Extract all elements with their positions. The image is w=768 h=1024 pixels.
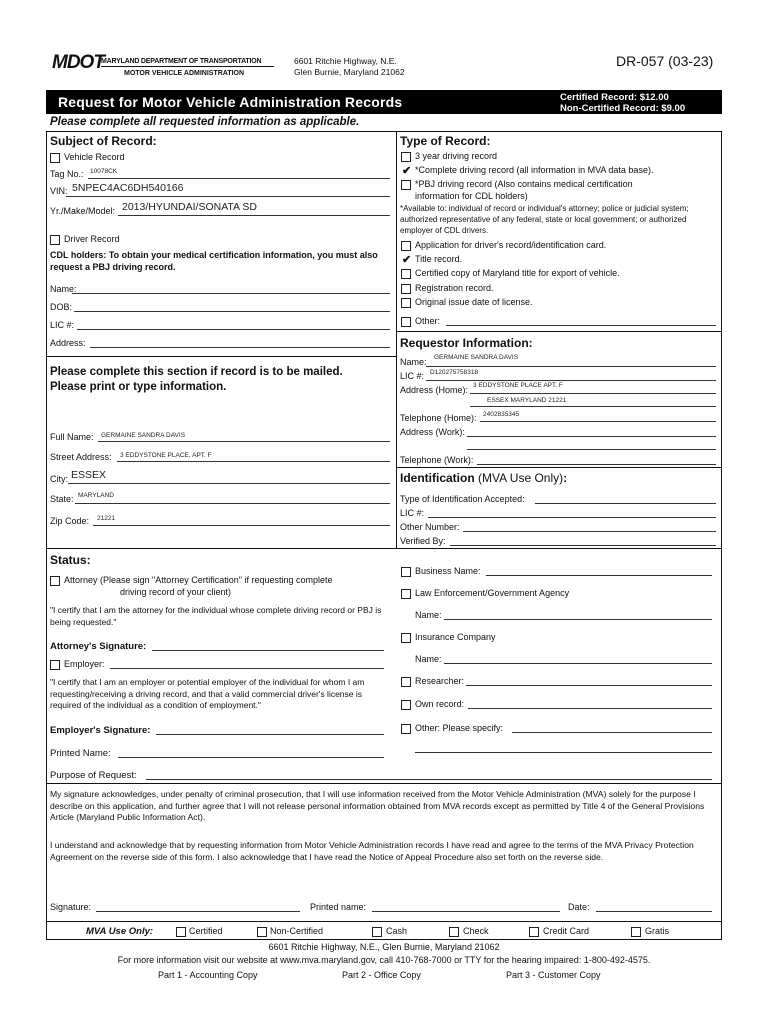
mva-certified-checkbox[interactable] (176, 927, 186, 937)
mva-noncertified-checkbox[interactable] (257, 927, 267, 937)
footer-part-2: Part 2 - Office Copy (342, 970, 421, 980)
city-label: City: (50, 474, 68, 484)
id-verified-line (450, 545, 716, 546)
signature-label: Signature: (50, 902, 92, 912)
req-addr-work-label: Address (Work): (400, 427, 465, 437)
id-verified-label: Verified By: (400, 536, 446, 546)
street-label: Street Address: (50, 452, 112, 462)
driver-record-checkbox[interactable] (50, 235, 60, 245)
ins-name-label: Name: (415, 654, 442, 664)
type-other-checkbox[interactable] (401, 317, 411, 327)
dob-line (74, 311, 390, 312)
attorney-label-2: driving record of your client) (120, 587, 232, 597)
state-value[interactable]: MARYLAND (78, 492, 115, 499)
insurance-checkbox[interactable] (401, 633, 411, 643)
employer-signature-line (156, 734, 384, 735)
req-addr-work-line-2 (467, 449, 716, 450)
type-other-label: Other: (415, 316, 441, 326)
employer-line (110, 668, 384, 669)
ack-printed-name-label: Printed name: (310, 902, 367, 912)
id-other-label: Other Number: (400, 522, 460, 532)
employer-signature-label: Employer's Signature: (50, 725, 151, 736)
driver-record-label: Driver Record (64, 234, 120, 244)
other-status-label: Other: Please specify: (415, 723, 504, 733)
mva-certified-label: Certified (189, 926, 223, 936)
date-label: Date: (568, 902, 590, 912)
grid-right-split2 (396, 467, 721, 468)
yr-label: Yr./Make/Model: (50, 206, 116, 216)
grid-ack-top (46, 783, 722, 784)
address-line (90, 347, 390, 348)
law-name-label: Name: (415, 610, 442, 620)
mva-use-label: MVA Use Only: (86, 926, 154, 937)
grid-mid (396, 131, 397, 548)
type-pbj-label-2: information for CDL holders) (415, 191, 528, 201)
type-issue-date-label: Original issue date of license. (415, 297, 533, 307)
zip-label: Zip Code: (50, 516, 90, 526)
other-status-line (512, 732, 712, 733)
purpose-label: Purpose of Request: (50, 770, 137, 781)
own-record-label: Own record: (415, 699, 465, 709)
footer-part-3: Part 3 - Customer Copy (506, 970, 601, 980)
vehicle-record-label: Vehicle Record (64, 152, 125, 162)
lic-label: LIC #: (50, 320, 75, 330)
mva-cash-checkbox[interactable] (372, 927, 382, 937)
employer-checkbox[interactable] (50, 660, 60, 670)
city-line (68, 483, 390, 484)
type-pbj-label: *PBJ driving record (Also contains medical certification (415, 179, 633, 189)
type-other-line (446, 325, 716, 326)
grid-mva-top (46, 921, 722, 922)
street-line (117, 461, 390, 462)
grid-left-low (46, 783, 47, 939)
researcher-checkbox[interactable] (401, 677, 411, 687)
grid-right-low (721, 783, 722, 939)
type-title-check[interactable]: ✔ (402, 254, 412, 266)
type-issue-date-checkbox[interactable] (401, 298, 411, 308)
ack-paragraph-1: My signature acknowledges, under penalty of criminal prosecution, that I will use information received from the Motor Vehicle Administration (MVA) solely for the purpose I describe on this application, and further agree that I will not release personal information obtained from MVA records except as permitted by Title 4 of the General Provisions Article (Maryland Public Information Act). (50, 789, 705, 822)
other-status-checkbox[interactable] (401, 724, 411, 734)
req-tel-work-label: Telephone (Work): (400, 455, 474, 465)
type-title-label: Title record. (415, 254, 463, 264)
req-tel-work-line (477, 464, 716, 465)
footer-contact: For more information visit our website at www.mva.maryland.gov, call 410-768-7000 or TTY for the hearing impaired: 1-800-492-4575. (117, 955, 651, 965)
id-lic-line (428, 517, 716, 518)
dob-label: DOB: (50, 302, 73, 312)
type-registration-label: Registration record. (415, 283, 494, 293)
fee-certified: Certified Record: $12.00 (560, 92, 669, 103)
attorney-label: Attorney (Please sign "Attorney Certification" if requesting complete (64, 575, 333, 585)
req-lic-label: LIC #: (400, 371, 425, 381)
req-lic-value[interactable]: D120275758318 (430, 369, 479, 376)
id-lic-label: LIC #: (400, 508, 425, 518)
instruction: Please complete all requested information as applicable. (50, 116, 360, 128)
req-addr-work-line (467, 436, 716, 437)
form-title: Request for Motor Vehicle Administration Records (58, 94, 403, 110)
signature-line (96, 911, 300, 912)
mva-credit-card-label: Credit Card (543, 926, 590, 936)
mail-heading: Please complete this section if record is to be mailed. (50, 366, 343, 378)
mva-gratis-label: Gratis (645, 926, 670, 936)
researcher-label: Researcher: (415, 676, 465, 686)
ack-paragraph-2: I understand and acknowledge that by requesting information from Motor Vehicle Administration records I have read and agree to the terms of the MVA Privacy Protection Agreement on the reverse side of this form. I also acknowledge that I have read the Notice of Appeal Procedure also set forth on the reverse side. (50, 840, 694, 862)
type-complete-check[interactable]: ✔ (402, 165, 412, 177)
footer-part-1: Part 1 - Accounting Copy (158, 970, 258, 980)
req-addr-home-value-2[interactable]: ESSEX MARYLAND 21221 (487, 397, 567, 404)
requestor-heading: Requestor Information: (400, 336, 533, 350)
cdl-note: CDL holders: To obtain your medical certification information, you must also request a PBJ driving record. (50, 250, 378, 272)
yr-line (118, 215, 390, 216)
ack-printed-name-line (372, 911, 560, 912)
type-export-checkbox[interactable] (401, 269, 411, 279)
law-checkbox[interactable] (401, 589, 411, 599)
grid-right-split1 (396, 331, 721, 332)
req-tel-home-label: Telephone (Home): (400, 413, 477, 423)
full-name-value[interactable]: GERMAINE SANDRA DAVIS (101, 432, 186, 439)
business-checkbox[interactable] (401, 567, 411, 577)
agency-sub: MOTOR VEHICLE ADMINISTRATION (124, 70, 245, 77)
type-export-label: Certified copy of Maryland title for export of vehicle. (415, 268, 620, 278)
purpose-line (146, 779, 712, 780)
mva-check-checkbox[interactable] (449, 927, 459, 937)
id-type-line (535, 503, 716, 504)
req-name-line (426, 366, 716, 367)
grid-status-top (46, 548, 722, 549)
business-line (486, 575, 712, 576)
attorney-signature-label: Attorney's Signature: (50, 641, 147, 652)
full-name-line (98, 441, 390, 442)
attorney-signature-line (152, 650, 384, 651)
type-application-label: Application for driver's record/identification card. (415, 240, 607, 250)
researcher-line (466, 685, 712, 686)
printed-name-label: Printed Name: (50, 748, 111, 759)
identification-heading: Identification (MVA Use Only): (400, 471, 568, 485)
mdot-logo: MDOT (52, 52, 104, 73)
vehicle-record-checkbox[interactable] (50, 153, 60, 163)
insurance-label: Insurance Company (415, 632, 496, 642)
name-line (72, 293, 390, 294)
law-label: Law Enforcement/Government Agency (415, 588, 570, 598)
req-addr-home-value[interactable]: 3 EDDYSTONE PLACE APT. F (473, 382, 563, 389)
law-name-line (444, 619, 712, 620)
vin-label: VIN: (50, 186, 68, 196)
mva-noncertified-label: Non-Certified (270, 926, 324, 936)
req-tel-home-value[interactable]: 2402835345 (483, 411, 520, 418)
id-other-line (463, 531, 716, 532)
tag-label: Tag No.: (50, 169, 84, 179)
name-label: Name: (50, 284, 77, 294)
header-address-1: 6601 Ritchie Highway, N.E. (294, 56, 397, 66)
city-value[interactable]: ESSEX (71, 469, 107, 481)
header-address-2: Glen Burnie, Maryland 21062 (294, 67, 405, 77)
attorney-certification: "I certify that I am the attorney for the individual whose complete driving record or PBJ is being requested." (50, 605, 382, 627)
mva-credit-card-checkbox[interactable] (529, 927, 539, 937)
type-application-checkbox[interactable] (401, 241, 411, 251)
ins-name-line (444, 663, 712, 664)
type-3yr-label: 3 year driving record (415, 151, 498, 161)
req-name-value[interactable]: GERMAINE SANDRA DAVIS (434, 354, 519, 361)
grid-left-split (46, 356, 396, 357)
req-addr-home-label: Address (Home): (400, 385, 469, 395)
type-complete-label: *Complete driving record (all information in MVA data base). (415, 165, 654, 175)
mail-heading-2: Please print or type information. (50, 381, 227, 393)
business-label: Business Name: (415, 566, 481, 576)
date-line (596, 911, 712, 912)
status-heading: Status: (50, 553, 91, 567)
mva-cash-label: Cash (386, 926, 408, 936)
form-number: DR-057 (03-23) (616, 53, 714, 69)
printed-name-line (118, 757, 384, 758)
req-lic-line (426, 380, 716, 381)
req-name-label: Name: (400, 357, 427, 367)
lic-line (77, 329, 390, 330)
full-name-label: Full Name: (50, 432, 94, 442)
zip-value[interactable]: 21221 (97, 515, 116, 522)
type-3yr-checkbox[interactable] (401, 152, 411, 162)
mva-check-label: Check (463, 926, 489, 936)
street-value[interactable]: 3 EDDYSTONE PLACE, APT. F (120, 452, 212, 459)
grid-left (46, 131, 47, 783)
id-type-label: Type of Identification Accepted: (400, 494, 525, 504)
tag-line (88, 178, 390, 179)
own-record-checkbox[interactable] (401, 700, 411, 710)
address-label: Address: (50, 338, 86, 348)
agency-name: MARYLAND DEPARTMENT OF TRANSPORTATION (101, 58, 262, 65)
vin-line (66, 196, 390, 197)
other-status-line-2 (415, 752, 712, 753)
req-addr-home-line (470, 393, 716, 394)
req-tel-home-line (480, 421, 716, 422)
req-addr-home-line-2 (470, 406, 716, 407)
subject-heading: Subject of Record: (50, 134, 157, 148)
grid-mva-bottom (46, 939, 722, 940)
grid-right (721, 131, 722, 783)
own-record-line (468, 708, 712, 709)
tag-value[interactable]: 10078CK (90, 168, 118, 175)
type-availability-note: *Available to: individual of record or individual's attorney; police or judicial system; authorized representative of any federal, state or local government; or authorized employer of CDL drivers. (400, 204, 689, 235)
state-line (75, 503, 390, 504)
attorney-checkbox[interactable] (50, 576, 60, 586)
state-label: State: (50, 494, 74, 504)
footer-address: 6601 Ritchie Highway, N.E., Glen Burnie, Maryland 21062 (268, 942, 500, 952)
type-pbj-checkbox[interactable] (401, 180, 411, 190)
vin-value[interactable]: 5NPEC4AC6DH540166 (72, 182, 184, 194)
type-registration-checkbox[interactable] (401, 284, 411, 294)
fee-noncertified: Non-Certified Record: $9.00 (560, 103, 686, 114)
employer-label: Employer: (64, 659, 105, 669)
grid-top (46, 131, 722, 132)
type-heading: Type of Record: (400, 134, 491, 148)
yr-value[interactable]: 2013/HYUNDAI/SONATA SD (122, 201, 257, 213)
agency-divider (101, 66, 274, 67)
zip-line (93, 525, 390, 526)
mva-gratis-checkbox[interactable] (631, 927, 641, 937)
employer-certification: "I certify that I am an employer or potential employer of the individual for whom I am requesting/receiving a driving record, and that a valid commercial driver's license is required of the individual as a condition of employment." (50, 677, 365, 710)
